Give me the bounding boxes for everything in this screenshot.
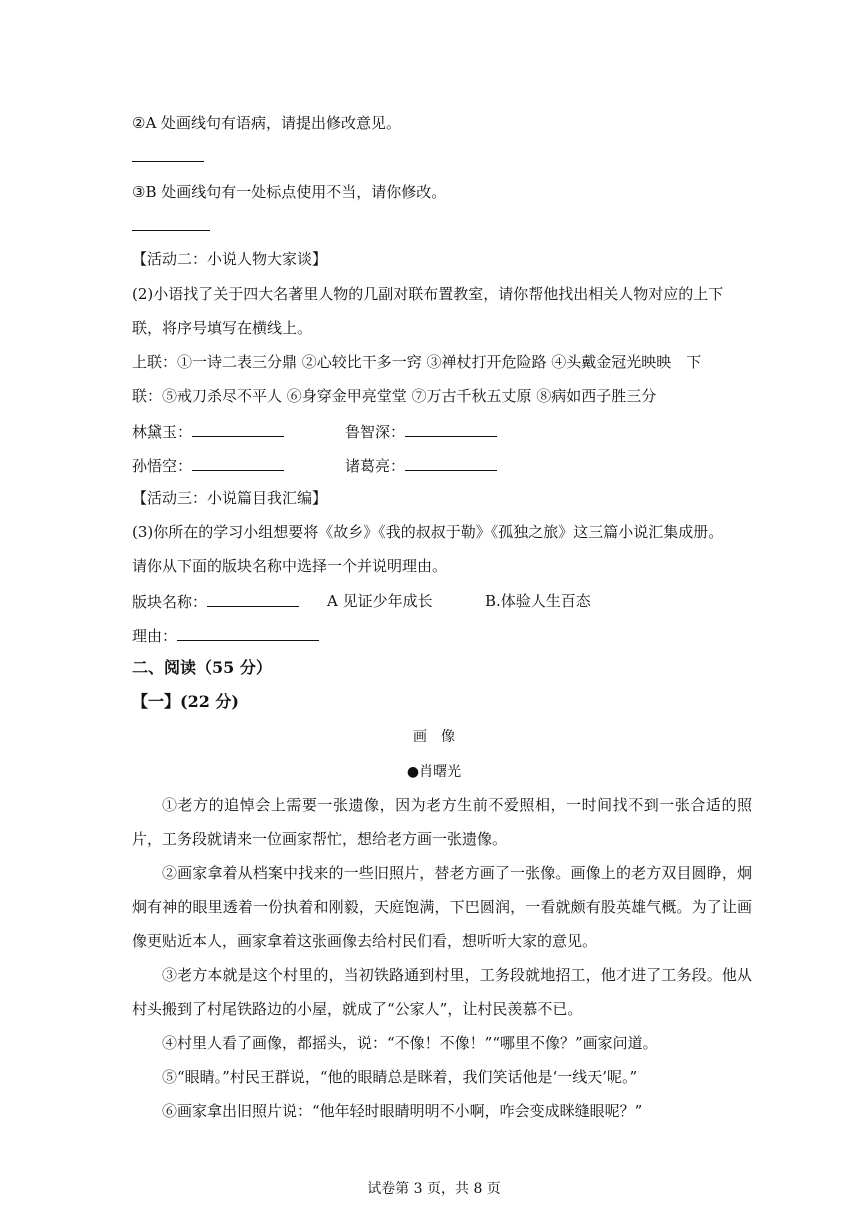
section-name-row: 版块名称： [132,591,299,612]
question-3-line-1: (3)你所在的学习小组想要将《故乡》《我的叔叔于勒》《孤独之旅》这三篇小说汇集成册。 [132,523,724,541]
couplet-line-1: 上联：①一诗二表三分鼎 ②心较比干多一窍 ③禅杖打开危险路 ④头戴金冠光映映 下 [132,353,702,371]
activity-3-title: 【活动三：小说篇目我汇编】 [132,489,328,507]
blank-zhuge-liang[interactable] [405,455,497,471]
question-2-3: ③B 处画线句有一处标点使用不当，请你修改。 [132,183,447,201]
paragraph-6: ⑥画家拿出旧照片说：“他年轻时眼睛明明不小啊，咋会变成眯缝眼呢？” [162,1102,643,1120]
question-2-line-1: (2)小语找了关于四大名著里人物的几副对联布置教室，请你帮他找出相关人物对应的上下 [132,285,724,303]
question-3-line-2: 请你从下面的版块名称中选择一个并说明理由。 [132,557,448,575]
blank-lu-zhishen[interactable] [405,421,497,437]
question-2-2: ②A 处画线句有语病，请提出修改意见。 [132,114,402,132]
name-sun-wukong: 孙悟空： [132,455,284,476]
couplet-line-2: 联：⑤戒刀杀尽不平人 ⑥身穿金甲亮堂堂 ⑦万古千秋五丈原 ⑧病如西子胜三分 [132,387,657,405]
answer-line-2-2 [132,161,204,162]
question-2-line-2: 联，将序号填写在横线上。 [132,319,313,337]
blank-reason[interactable] [177,625,319,641]
blank-section-name[interactable] [207,591,299,607]
part-2-subheading: 【一】(22 分) [132,692,239,711]
part-2-heading: 二、阅读（55 分） [132,658,272,677]
name-zhuge-liang: 诸葛亮： [345,455,497,476]
story-author: ●肖曙光 [406,764,462,780]
name-lin-daiyu: 林黛玉： [132,421,284,442]
paragraph-5: ⑤“眼睛。”村民王群说，“他的眼睛总是眯着，我们笑话他是‘一线天’呢。” [162,1068,638,1086]
paragraph-4: ④村里人看了画像，都摇头，说：“不像！不像！”“哪里不像？”画家问道。 [162,1034,658,1052]
page-footer: 试卷第 3 页，共 8 页 [367,1181,501,1197]
blank-sun-wukong[interactable] [192,455,284,471]
paragraph-1: ①老方的追悼会上需要一张遗像，因为老方生前不爱照相，一时间找不到一张合适的照片，工务段就请来一位画家帮忙，想给老方画一张遗像。 [132,796,752,848]
option-b: B.体验人生百态 [485,592,591,610]
paragraph-3: ③老方本就是这个村里的，当初铁路通到村里，工务段就地招工，他才进了工务段。他从村头搬到了村尾铁路边的小屋，就成了“公家人”，让村民羡慕不已。 [132,966,752,1018]
blank-lin-daiyu[interactable] [192,421,284,437]
answer-line-2-3 [132,230,210,231]
paragraph-2: ②画家拿着从档案中找来的一些旧照片，替老方画了一张像。画像上的老方双目圆睁，炯炯有神的眼里透着一份执着和刚毅，天庭饱满，下巴圆润，一看就颇有股英雄气概。为了让画像更贴近本人，画家拿着这张画像去给村民们看，想听听大家的意见。 [132,864,752,950]
option-a: A 见证少年成长 [327,592,433,610]
activity-2-title: 【活动二：小说人物大家谈】 [132,250,328,268]
story-title: 画 像 [413,729,455,745]
name-lu-zhishen: 鲁智深： [345,421,497,442]
story-body [132,788,752,1128]
reason-row: 理由： [132,625,319,646]
